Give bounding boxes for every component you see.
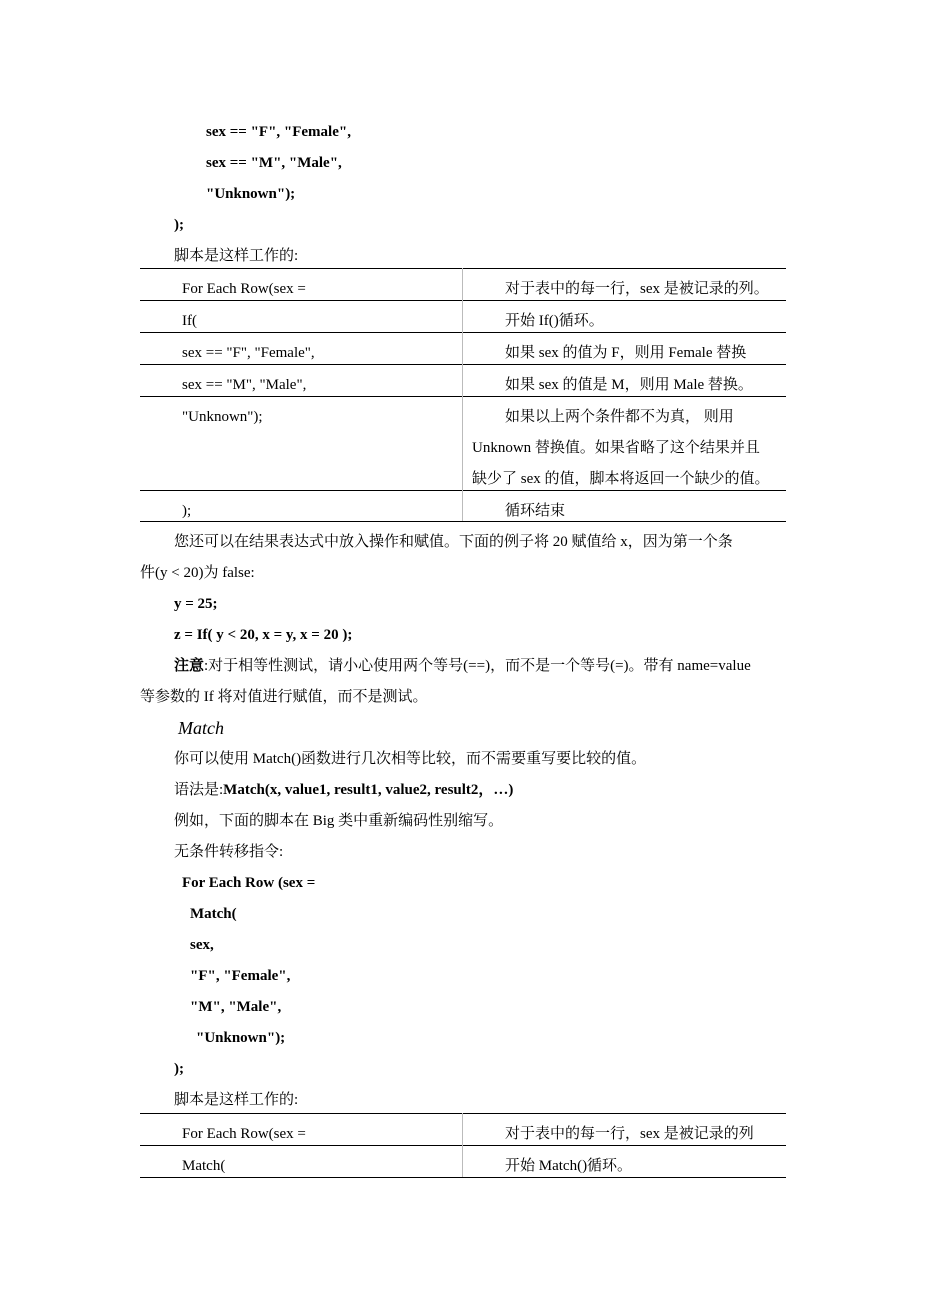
code-line: "Unknown"); <box>196 1030 286 1046</box>
table-cell-desc: 如果 sex 的值为 F，则用 Female 替换 <box>505 345 747 361</box>
table-cell-code: Match( <box>182 1158 226 1174</box>
table-cell-desc: 如果以上两个条件都不为真， 则用 <box>505 409 734 425</box>
code-line: sex == "F", "Female", <box>206 124 351 140</box>
code-line: ); <box>174 1061 184 1077</box>
syntax-line <box>174 780 513 800</box>
section-heading: Match <box>178 718 224 738</box>
table-cell-desc: 循环结束 <box>505 503 566 519</box>
note-paragraph <box>174 656 751 676</box>
table-cell-desc: 如果 sex 的值是 M，则用 Male 替换。 <box>505 377 753 393</box>
code-line: ); <box>174 217 184 233</box>
table-cell-desc: 对于表中的每一行，sex 是被记录的列。 <box>505 281 769 297</box>
table-cell-code: If( <box>182 313 197 329</box>
table-cell-code: sex == "F", "Female", <box>182 345 315 361</box>
note-paragraph: 等参数的 If 将对值进行赋值，而不是测试。 <box>140 689 428 705</box>
code-line: z = If( y < 20, x = y, x = 20 ); <box>174 627 353 643</box>
table-cell-code: sex == "M", "Male", <box>182 377 307 393</box>
code-line: "F", "Female", <box>190 968 291 984</box>
table-cell-code: "Unknown"); <box>182 409 263 425</box>
paragraph: 无条件转移指令: <box>174 844 284 860</box>
code-line: Match( <box>190 906 237 922</box>
table-cell-code: For Each Row(sex = <box>182 1126 306 1142</box>
table-cell-desc: 开始 Match()循环。 <box>505 1158 633 1174</box>
intro-text: 脚本是这样工作的: <box>174 1092 299 1108</box>
syntax-label: 语法是: <box>174 782 224 798</box>
code-line: "Unknown"); <box>206 186 296 202</box>
paragraph: 例如，下面的脚本在 Big 类中重新编码性别缩写。 <box>174 813 504 829</box>
note-label: 注意 <box>174 658 205 674</box>
paragraph: 件(y < 20)为 false: <box>140 565 255 581</box>
table-cell-code: ); <box>182 503 192 519</box>
code-line: sex, <box>190 937 214 953</box>
syntax-code: Match(x, value1, result1, value2, result2，…) <box>223 782 514 798</box>
intro-text: 脚本是这样工作的: <box>174 248 299 264</box>
code-line: y = 25; <box>174 596 218 612</box>
note-text: :对于相等性测试，请小心使用两个等号(==)，而不是一个等号(=)。带有 name=value <box>204 658 751 674</box>
code-line: "M", "Male", <box>190 999 282 1015</box>
table-cell-desc: 缺少了 sex 的值，脚本将返回一个缺少的值。 <box>472 471 770 487</box>
paragraph: 您还可以在结果表达式中放入操作和赋值。下面的例子将 20 赋值给 x，因为第一个条 <box>174 534 733 550</box>
code-line: For Each Row (sex = <box>182 875 316 891</box>
table-cell-desc: 开始 If()循环。 <box>505 313 604 329</box>
paragraph: 你可以使用 Match()函数进行几次相等比较，而不需要重写要比较的值。 <box>174 751 647 767</box>
table-cell-desc: Unknown 替换值。如果省略了这个结果并且 <box>472 440 760 456</box>
table-cell-desc: 对于表中的每一行，sex 是被记录的列 <box>505 1126 754 1142</box>
code-line: sex == "M", "Male", <box>206 155 342 171</box>
table-cell-code: For Each Row(sex = <box>182 281 306 297</box>
